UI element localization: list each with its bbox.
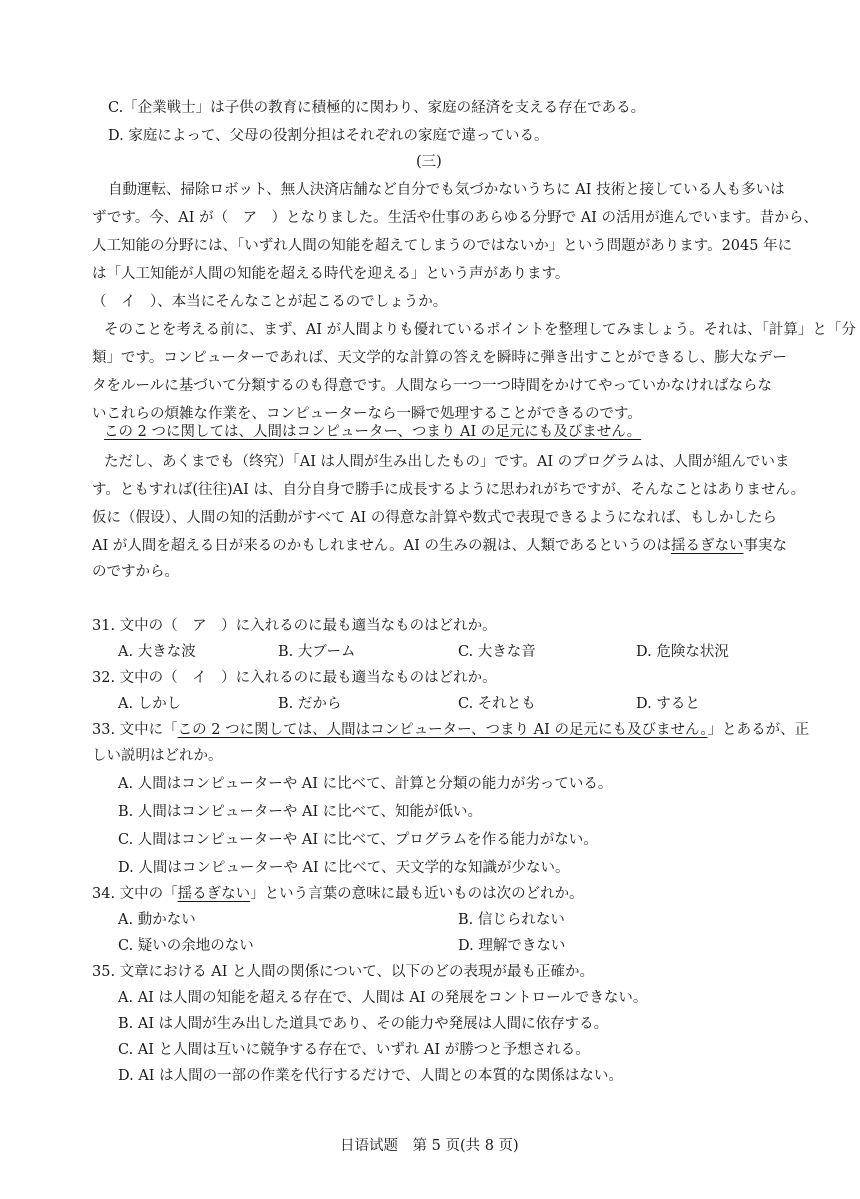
underlined-quote: この 2 つに関しては、人間はコンピューター、つまり AI の足元にも及びません。	[177, 722, 708, 738]
passage-line: タをルールに基づいて分類するのも得意です。人間なら一つ一つ時間をかけてやっていかなければならな	[92, 378, 773, 394]
question-34-option-b: B. 信じられない	[458, 912, 565, 928]
question-31-stem: 31. 文中の（ ア ）に入れるのに最も適当なものはどれか。	[92, 618, 497, 634]
question-35-option-a: A. AI は人間の知能を超える存在で、人間は AI の発展をコントロールできない。	[118, 990, 648, 1006]
passage-text: AI が人間を超える日が来るのかもしれません。AI の生みの親は、人類であるというのは	[92, 538, 671, 554]
question-32-option-d: D. すると	[636, 696, 700, 712]
passage-line: は「人工知能が人間の知能を超える時代を迎える」という声があります。	[92, 266, 570, 282]
question-33-option-c: C. 人間はコンピューターや AI に比べて、プログラムを作る能力がない。	[118, 832, 598, 848]
question-32-option-b: B. だから	[278, 696, 342, 712]
question-31-option-d: D. 危険な状況	[636, 644, 729, 660]
question-34-option-a: A. 動かない	[118, 912, 196, 928]
question-text: 」とあるが、正	[707, 722, 810, 738]
question-text: 33. 文中に「	[92, 722, 178, 738]
underlined-sentence: この 2 つに関しては、人間はコンピューター、つまり AI の足元にも及びません。	[104, 424, 642, 440]
question-33-option-d: D. 人間はコンピューターや AI に比べて、天文学的な知識が少ない。	[118, 860, 570, 876]
passage-line: いこれらの煩雑な作業を、コンピューターなら一瞬で処理することができるのです。	[92, 406, 642, 422]
question-31-option-c: C. 大きな音	[458, 644, 536, 660]
passage-line: ただし、あくまでも（终究）「AI は人間が生み出したもの」です。AI のプログラムは、人間が組んでいま	[104, 454, 790, 470]
question-31-option-b: B. 大ブーム	[278, 644, 356, 660]
question-31-option-a: A. 大きな波	[118, 644, 196, 660]
passage-line: 類」です。コンピューターであれば、天文学的な計算の答えを瞬時に弾き出すことができるし、膨大なデー	[92, 350, 787, 366]
passage-line: す。ともすれば(往往)AI は、自分自身で勝手に成長するように思われがちですが、そんなことはありません。	[92, 482, 806, 498]
question-33-option-a: A. 人間はコンピューターや AI に比べて、計算と分類の能力が劣っている。	[118, 776, 613, 792]
prev-option-c: C.「企業戦士」は子供の教育に積極的に関わり、家庭の経済を支える存在である。	[108, 100, 646, 116]
question-35-option-c: C. AI と人間は互いに競争する存在で、いずれ AI が勝つと予想される。	[118, 1042, 590, 1058]
question-35-option-b: B. AI は人間が生み出した道具であり、その能力や発展は人間に依存する。	[118, 1016, 609, 1032]
section-marker: (三)	[416, 154, 442, 170]
question-34-option-c: C. 疑いの余地のない	[118, 938, 254, 954]
question-33-stem-cont: しい説明はどれか。	[92, 748, 223, 764]
question-35-stem: 35. 文章における AI と人間の関係について、以下のどの表現が最も正確か。	[92, 964, 595, 980]
question-text: 」という言葉の意味に最も近いものは次のどれか。	[250, 886, 584, 902]
underlined-word: 揺るぎない	[670, 538, 744, 554]
passage-text: 事実な	[743, 538, 787, 554]
question-32-option-c: C. それとも	[458, 696, 536, 712]
passage-line: （ イ ）、本当にそんなことが起こるのでしょうか。	[92, 294, 448, 310]
passage-line	[92, 536, 787, 556]
prev-option-d: D. 家庭によって、父母の役割分担はそれぞれの家庭で違っている。	[108, 128, 549, 144]
question-32-option-a: A. しかし	[118, 696, 182, 712]
passage-line: 人工知能の分野には、「いずれ人間の知能を超えてしまうのではないか」という問題があります。2045 年に	[92, 238, 793, 254]
question-35-option-d: D. AI は人間の一部の作業を代行するだけで、人間との本質的な関係はない。	[118, 1068, 623, 1084]
passage-line: ずです。今、AI が（ ア ）となりました。生活や仕事のあらゆる分野で AI の活用が進んでいます。昔から、	[92, 210, 818, 226]
passage-line: 仮に（假设）、人間の知的活動がすべて AI の得意な計算や数式で表現できるようになれば、もしかしたら	[92, 510, 777, 526]
question-text: 34. 文中の「	[92, 886, 178, 902]
question-33-stem	[92, 720, 809, 740]
question-32-stem: 32. 文中の（ イ ）に入れるのに最も適当なものはどれか。	[92, 670, 497, 686]
passage-line: そのことを考える前に、まず、AI が人間よりも優れているポイントを整理してみましょう。それは、「計算」と「分	[104, 322, 856, 338]
passage-line: 自動運転、掃除ロボット、無人決済店舗など自分でも気づかないうちに AI 技術と接している人も多いは	[108, 182, 785, 198]
passage-line: のですから。	[92, 564, 179, 580]
question-34-option-d: D. 理解できない	[458, 938, 566, 954]
question-33-option-b: B. 人間はコンピューターや AI に比べて、知能が低い。	[118, 804, 482, 820]
question-34-stem	[92, 884, 584, 904]
underlined-word: 揺るぎない	[177, 886, 251, 902]
page-footer: 日语试题 第 5 页(共 8 页)	[340, 1138, 519, 1154]
